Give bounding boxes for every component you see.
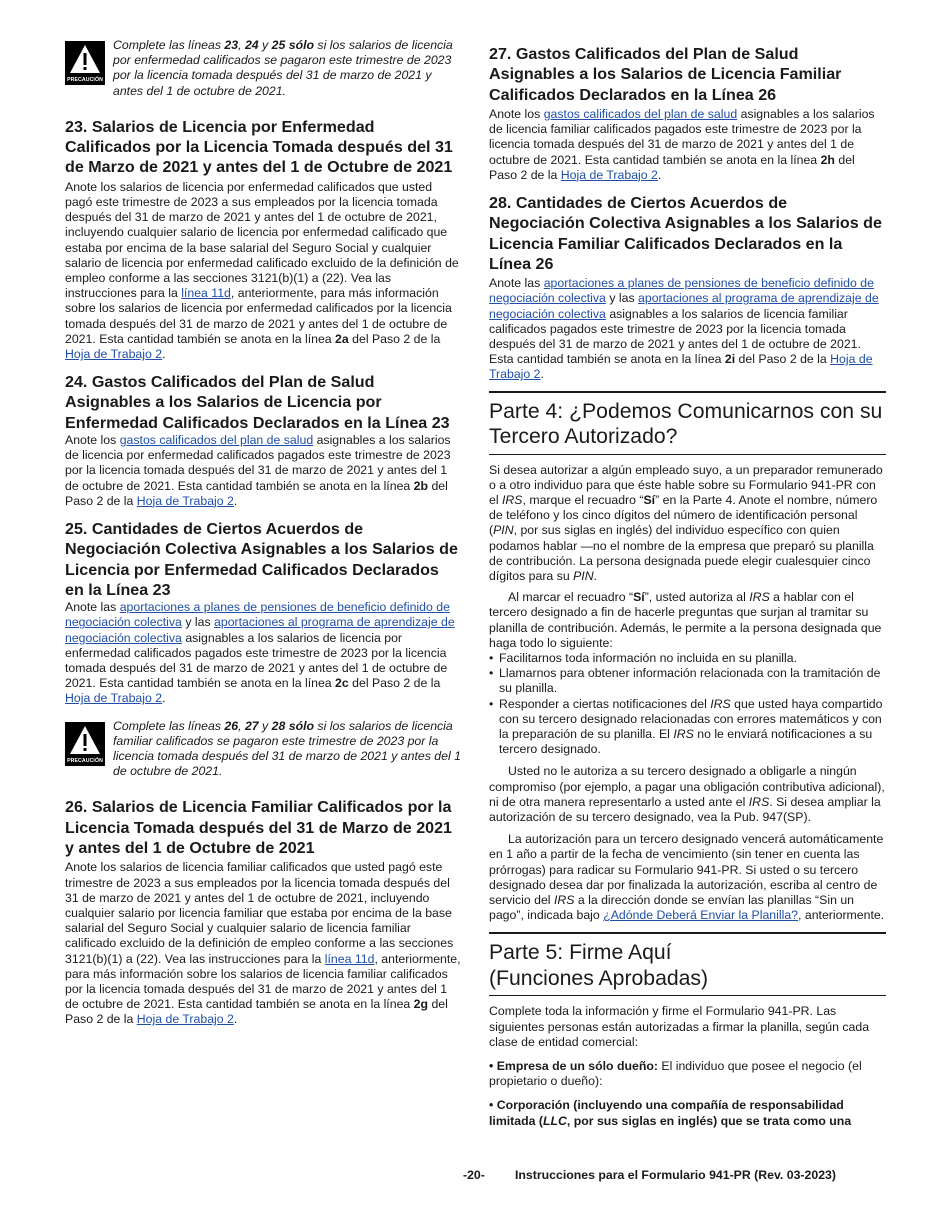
- caution-text: Complete las líneas 23, 24 y 25 sólo si los salarios de licencia por enfermedad calificados se pagaron este trimestre de 2023 por la licencia tomada después del 31 de marzo de 2021 y antes del 1 de octubre de 2021.: [113, 38, 453, 98]
- caution-label: PRECAUCIÓN: [65, 756, 105, 766]
- section-heading: 26. Salarios de Licencia Familiar Calificados por la Licencia Tomada después del 31 de Marzo de 2021 y antes del 1 de Octubre de 2021: [65, 798, 452, 858]
- part-heading: Parte 5: Firme Aquí (Funciones Aprobadas): [489, 940, 886, 996]
- section-body: Anote los salarios de licencia familiar calificados que usted pagó este trimestre de 2023 a sus empleados por la licencia tomada después del 31 de marzo de 2021 y antes del 1 de octubre de 2021, incluyendo cualquier salario por licencia familiar que estaba por encima de la base salarial del Seguro Social y cualquier salario de licencia familiar calificado excluido de la definición de empleo conforme a las secciones 3121(b)(1) a (22). Vea las instrucciones para la línea 11d, anteriormente, para más información sobre los salarios de licencia familiar calificados por la licencia tomada después del 31 de marzo de 2021 y antes del 1 de octubre de 2021. Esta cantidad también se anota en la línea 2g del Paso 2 de la Hoja de Trabajo 2.: [65, 860, 461, 1027]
- left-column: [65, 38, 462, 1028]
- section-27: [489, 44, 886, 183]
- link-hoja-de-trabajo-2[interactable]: Hoja de Trabajo 2: [560, 167, 658, 182]
- link-adonde-enviar[interactable]: ¿Adónde Deberá Enviar la Planilla?: [603, 908, 799, 923]
- section-24: [65, 372, 462, 509]
- link-aportaciones-aprendizaje[interactable]: aportaciones al programa de aprendizaje de negociación colectiva: [65, 615, 455, 645]
- caution-note: [65, 719, 462, 780]
- link-hoja-de-trabajo-2[interactable]: Hoja de Trabajo 2: [136, 1012, 234, 1027]
- paragraph: • Empresa de un sólo dueño: El individuo que posee el negocio (el propietario o dueño):: [489, 1059, 862, 1089]
- list-item: • Facilitarnos toda información no incluida en su planilla.: [489, 650, 798, 665]
- paragraph: Al marcar el recuadro “Sí”, usted autoriza al IRS a hablar con el tercero designado a fin de hacerle preguntas que surjan al tramitar su planilla de contribución. Además, le permite a la persona designada que haga todo lo siguiente:: [489, 590, 882, 650]
- page-number: -20-: [463, 1168, 485, 1182]
- part-heading: Parte 4: ¿Podemos Comunicarnos con su Tercero Autorizado?: [489, 399, 886, 455]
- list-item: • Responder a ciertas notificaciones del IRS que usted haya compartido con su tercero designado relacionadas con errores matemáticos y con la preparación de su planilla. El IRS no le enviará notificaciones a su tercero designado.: [489, 696, 883, 757]
- caution-icon: [65, 722, 105, 766]
- link-gastos-plan-salud[interactable]: gastos calificados del plan de salud: [543, 106, 738, 121]
- section-heading: 27. Gastos Calificados del Plan de Salud Asignables a los Salarios de Licencia Familiar Calificados Declarados en la Línea 26: [489, 45, 842, 104]
- section-heading: 23. Salarios de Licencia por Enfermedad Calificados por la Licencia Tomada después del 31 de Marzo de 2021 y antes del 1 de Octubre de 2021: [65, 117, 453, 177]
- link-hoja-de-trabajo-2[interactable]: Hoja de Trabajo 2: [489, 352, 873, 382]
- section-body: Anote los gastos calificados del plan de salud asignables a los salarios de licencia familiar calificados pagados este trimestre de 2023 por la licencia tomada después del 31 de marzo de 2021 y antes del 1 de octubre de 2021. Esta cantidad también se anota en la línea 2h del Paso 2 de la Hoja de Trabajo 2.: [489, 106, 875, 182]
- section-body: Anote los salarios de licencia por enfermedad calificados que usted pagó este trimestre de 2023 a sus empleados por la licencia tomada después del 31 de marzo de 2021 y antes del 1 de octubre de 2021, incluyendo cualquier salario de licencia por enfermedad calificado que estaba por encima de la base salarial del Seguro Social y cualquier salario de licencia por enfermedad calificado excluido de la definición de empleo conforme a las secciones 3121(b)(1) a (22). Vea las instrucciones para la línea 11d, anteriormente, para más información sobre los salarios de licencia por enfermedad calificados por la licencia tomada después del 31 de marzo de 2021 y antes del 1 de octubre de 2021. Esta cantidad también se anota en la línea 2a del Paso 2 de la Hoja de Trabajo 2.: [65, 179, 459, 361]
- link-linea-11d[interactable]: línea 11d: [181, 286, 231, 301]
- caution-icon: [65, 41, 105, 85]
- paragraph: Usted no le autoriza a su tercero designado a obligarle a ningún compromiso (por ejemplo, a pagar una obligación contributiva adicional), ni de otra manera representarlo a usted ante el IRS. Si desea ampliar la autorización de su tercero designado, vea la Pub. 947(SP).: [489, 764, 885, 824]
- right-column: [489, 44, 886, 1129]
- link-aportaciones-aprendizaje[interactable]: aportaciones al programa de aprendizaje de negociación colectiva: [489, 291, 879, 321]
- paragraph: La autorización para un tercero designado vencerá automáticamente en 1 año a partir de la fecha de vencimiento (sin tener en cuenta las prórrogas) para radicar su Formulario 941-PR. Si usted o su tercero designado desea dar por finalizada la autorización, escriba al centro de servicio del IRS a la dirección donde se envían las planillas “Sin un pago”, indicada bajo ¿Adónde Deberá Enviar la Planilla?, anteriormente.: [489, 832, 885, 923]
- part-4: [489, 391, 886, 924]
- link-linea-11d[interactable]: línea 11d: [324, 951, 375, 966]
- caution-note: [65, 38, 462, 99]
- section-heading: 25. Cantidades de Ciertos Acuerdos de Negociación Colectiva Asignables a los Salarios de Licencia por Enfermedad Calificados Declarados en la Línea 23: [65, 520, 458, 599]
- paragraph: Complete toda la información y firme el Formulario 941-PR. Las siguientes personas están autorizadas a firmar la planilla, según cada clase de entidad comercial:: [489, 1004, 870, 1049]
- section-body: Anote las aportaciones a planes de pensiones de beneficio definido de negociación colectiva y las aportaciones al programa de aprendizaje de negociación colectiva asignables a los salarios de licencia por enfermedad calificados pagados este trimestre de 2023 por la licencia tomada después del 31 de marzo de 2021 y antes del 1 de octubre de 2021. Esta cantidad también se anota en la línea 2c del Paso 2 de la Hoja de Trabajo 2.: [65, 600, 455, 706]
- list-item: • Llamarnos para obtener información relacionada con la tramitación de su planilla.: [489, 666, 881, 696]
- section-heading: 24. Gastos Calificados del Plan de Salud Asignables a los Salarios de Licencia por Enfermedad Calificados Declarados en la Línea 23: [65, 373, 450, 432]
- paragraph: • Corporación (incluyendo una compañía de responsabilidad limitada (LLC, por sus siglas en inglés) que se trata como una: [489, 1098, 852, 1128]
- caution-label: PRECAUCIÓN: [65, 75, 105, 85]
- section-25: [65, 519, 462, 707]
- section-28: [489, 193, 886, 383]
- part-5: [489, 932, 886, 1128]
- page-footer: [0, 1168, 950, 1188]
- section-23: [65, 117, 462, 362]
- section-body: Anote las aportaciones a planes de pensiones de beneficio definido de negociación colectiva y las aportaciones al programa de aprendizaje de negociación colectiva asignables a los salarios de licencia familiar calificados pagados este trimestre de 2023 por la licencia tomada después del 31 de marzo de 2021 y antes del 1 de octubre de 2021. Esta cantidad también se anota en la línea 2i del Paso 2 de la Hoja de Trabajo 2.: [489, 276, 879, 382]
- section-26: [65, 797, 462, 1027]
- link-hoja-de-trabajo-2[interactable]: Hoja de Trabajo 2: [65, 346, 163, 361]
- link-gastos-plan-salud[interactable]: gastos calificados del plan de salud: [119, 433, 314, 448]
- link-aportaciones-pensiones[interactable]: aportaciones a planes de pensiones de beneficio definido de negociación colectiva: [65, 600, 450, 630]
- link-aportaciones-pensiones[interactable]: aportaciones a planes de pensiones de beneficio definido de negociación colectiva: [489, 276, 874, 306]
- link-hoja-de-trabajo-2[interactable]: Hoja de Trabajo 2: [65, 691, 163, 706]
- paragraph: Si desea autorizar a algún empleado suyo, a un preparador remunerado o a otro individuo para que éste hable sobre su Formulario 941-PR con el IRS, marque el recuadro “Sí” en la Parte 4. Anote el nombre, número de teléfono y los cinco dígitos del número de identificación personal (PIN, por sus siglas en inglés) del individuo específico con quien podamos hablar —no el nombre de la empresa que preparó su planilla de contribución. La persona designada puede elegir cualesquier cinco dígitos para su PIN.: [489, 462, 883, 583]
- document-title: Instrucciones para el Formulario 941-PR (Rev. 03-2023): [515, 1168, 836, 1182]
- section-heading: 28. Cantidades de Ciertos Acuerdos de Negociación Colectiva Asignables a los Salarios de Licencia Familiar Calificados Declarados en la Línea 26: [489, 193, 882, 273]
- link-hoja-de-trabajo-2[interactable]: Hoja de Trabajo 2: [136, 493, 234, 508]
- bullet-list: [489, 651, 886, 757]
- caution-text: Complete las líneas 26, 27 y 28 sólo si los salarios de licencia familiar calificados se pagaron este trimestre de 2023 por la licencia tomada después del 31 de marzo de 2021 y antes del 1 de octubre de 2021.: [113, 718, 461, 779]
- section-body: Anote los gastos calificados del plan de salud asignables a los salarios de licencia por enfermedad calificados pagados este trimestre de 2023 por la licencia tomada después del 31 de marzo de 2021 y antes del 1 de octubre de 2021. Esta cantidad también se anota en la línea 2b del Paso 2 de la Hoja de Trabajo 2.: [65, 433, 451, 508]
